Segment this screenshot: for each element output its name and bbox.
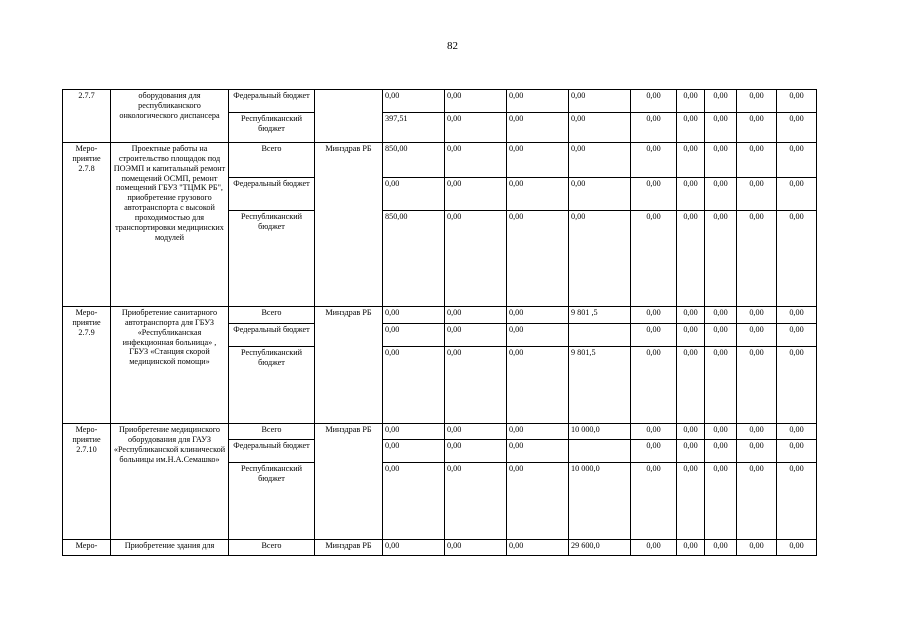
executor	[315, 90, 383, 143]
row-id: Меро-приятие 2.7.8	[63, 143, 111, 307]
value-cell: 0,00	[445, 307, 507, 324]
value-cell: 0,00	[507, 424, 569, 440]
table-row	[63, 424, 817, 440]
value-cell: 0,00	[445, 440, 507, 463]
row-id: Меро-приятие 2.7.10	[63, 424, 111, 540]
funding-source: Федеральный бюджет	[229, 440, 315, 463]
table-row	[63, 540, 817, 556]
value-cell: 0,00	[777, 324, 817, 347]
value-cell: 0,00	[677, 324, 705, 347]
value-cell: 0,00	[383, 90, 445, 113]
row-id: Меро-	[63, 540, 111, 556]
value-cell: 0,00	[677, 211, 705, 307]
value-cell: 0,00	[737, 347, 777, 424]
value-cell: 0,00	[677, 90, 705, 113]
value-cell: 0,00	[507, 324, 569, 347]
value-cell: 0,00	[445, 540, 507, 556]
value-cell: 0,00	[705, 90, 737, 113]
budget-table	[62, 89, 817, 556]
row-name: оборудования для республиканского онкологического диспансера	[111, 90, 229, 143]
value-cell	[569, 324, 631, 347]
executor: Минздрав РБ	[315, 424, 383, 540]
value-cell: 0,00	[445, 90, 507, 113]
funding-source: Республиканский бюджет	[229, 463, 315, 540]
executor: Минздрав РБ	[315, 307, 383, 424]
value-cell: 0,00	[507, 113, 569, 143]
value-cell: 0,00	[507, 90, 569, 113]
value-cell: 0,00	[777, 90, 817, 113]
value-cell: 9 801,5	[569, 347, 631, 424]
value-cell: 0,00	[737, 113, 777, 143]
value-cell: 0,00	[569, 113, 631, 143]
value-cell: 0,00	[445, 143, 507, 178]
value-cell: 0,00	[569, 143, 631, 178]
table-row	[63, 143, 817, 178]
value-cell: 0,00	[777, 540, 817, 556]
value-cell: 0,00	[631, 424, 677, 440]
funding-source: Республиканский бюджет	[229, 211, 315, 307]
value-cell: 0,00	[705, 463, 737, 540]
value-cell: 0,00	[445, 324, 507, 347]
value-cell: 0,00	[507, 540, 569, 556]
value-cell: 0,00	[705, 211, 737, 307]
value-cell: 0,00	[737, 143, 777, 178]
value-cell: 0,00	[777, 113, 817, 143]
value-cell: 0,00	[445, 347, 507, 424]
funding-source: Всего	[229, 307, 315, 324]
value-cell: 0,00	[677, 424, 705, 440]
funding-source: Федеральный бюджет	[229, 324, 315, 347]
value-cell: 0,00	[631, 90, 677, 113]
value-cell: 0,00	[677, 463, 705, 540]
value-cell: 0,00	[631, 440, 677, 463]
value-cell: 0,00	[631, 307, 677, 324]
value-cell: 0,00	[445, 211, 507, 307]
executor: Минздрав РБ	[315, 143, 383, 307]
value-cell: 10 000,0	[569, 424, 631, 440]
value-cell: 0,00	[777, 463, 817, 540]
value-cell: 0,00	[507, 307, 569, 324]
value-cell: 0,00	[737, 178, 777, 211]
value-cell: 0,00	[631, 113, 677, 143]
value-cell: 0,00	[507, 178, 569, 211]
value-cell: 0,00	[631, 211, 677, 307]
value-cell: 0,00	[705, 143, 737, 178]
value-cell: 0,00	[507, 347, 569, 424]
executor: Минздрав РБ	[315, 540, 383, 556]
value-cell: 0,00	[705, 178, 737, 211]
funding-source: Федеральный бюджет	[229, 90, 315, 113]
page-number: 82	[447, 40, 458, 52]
value-cell: 0,00	[777, 424, 817, 440]
value-cell: 0,00	[737, 90, 777, 113]
value-cell: 0,00	[631, 463, 677, 540]
value-cell: 0,00	[777, 211, 817, 307]
value-cell: 0,00	[569, 211, 631, 307]
value-cell: 9 801 ,5	[569, 307, 631, 324]
value-cell: 0,00	[705, 347, 737, 424]
value-cell: 0,00	[705, 307, 737, 324]
funding-source: Федеральный бюджет	[229, 178, 315, 211]
value-cell: 0,00	[507, 211, 569, 307]
value-cell: 0,00	[737, 440, 777, 463]
value-cell: 0,00	[777, 178, 817, 211]
funding-source: Всего	[229, 540, 315, 556]
value-cell: 0,00	[677, 178, 705, 211]
table-row	[63, 90, 817, 113]
value-cell: 0,00	[507, 143, 569, 178]
funding-source: Республиканский бюджет	[229, 347, 315, 424]
table-row	[63, 307, 817, 324]
value-cell: 0,00	[677, 540, 705, 556]
value-cell: 397,51	[383, 113, 445, 143]
row-name: Приобретение медицинского оборудования для ГАУЗ «Республиканской клинической больницы им.Н.А.Семашко»	[111, 424, 229, 540]
funding-source: Всего	[229, 424, 315, 440]
value-cell: 0,00	[383, 347, 445, 424]
row-name: Приобретение санитарного автотранспорта для ГБУЗ «Республиканская инфекционная больница» , ГБУЗ «Станция скорой медицинской помощи»	[111, 307, 229, 424]
value-cell: 850,00	[383, 211, 445, 307]
value-cell: 0,00	[737, 324, 777, 347]
value-cell: 0,00	[705, 113, 737, 143]
value-cell: 0,00	[383, 440, 445, 463]
value-cell: 29 600,0	[569, 540, 631, 556]
value-cell: 0,00	[777, 347, 817, 424]
value-cell: 0,00	[445, 424, 507, 440]
value-cell: 0,00	[383, 540, 445, 556]
value-cell: 0,00	[631, 347, 677, 424]
value-cell: 0,00	[705, 440, 737, 463]
value-cell: 0,00	[445, 178, 507, 211]
value-cell: 0,00	[737, 463, 777, 540]
value-cell	[569, 440, 631, 463]
funding-source: Всего	[229, 143, 315, 178]
value-cell: 0,00	[677, 347, 705, 424]
value-cell: 0,00	[705, 424, 737, 440]
value-cell: 10 000,0	[569, 463, 631, 540]
value-cell: 0,00	[677, 440, 705, 463]
value-cell: 0,00	[705, 324, 737, 347]
value-cell: 0,00	[445, 113, 507, 143]
value-cell: 0,00	[705, 540, 737, 556]
value-cell: 0,00	[569, 90, 631, 113]
value-cell: 0,00	[383, 307, 445, 324]
value-cell: 0,00	[677, 307, 705, 324]
value-cell: 0,00	[737, 424, 777, 440]
value-cell: 0,00	[383, 178, 445, 211]
value-cell: 850,00	[383, 143, 445, 178]
value-cell: 0,00	[777, 307, 817, 324]
value-cell: 0,00	[383, 463, 445, 540]
row-id: 2.7.7	[63, 90, 111, 143]
value-cell: 0,00	[383, 424, 445, 440]
value-cell: 0,00	[445, 463, 507, 540]
value-cell: 0,00	[569, 178, 631, 211]
value-cell: 0,00	[677, 143, 705, 178]
value-cell: 0,00	[777, 143, 817, 178]
value-cell: 0,00	[737, 211, 777, 307]
value-cell: 0,00	[737, 540, 777, 556]
value-cell: 0,00	[507, 440, 569, 463]
funding-source: Республиканский бюджет	[229, 113, 315, 143]
value-cell: 0,00	[677, 113, 705, 143]
value-cell: 0,00	[631, 540, 677, 556]
value-cell: 0,00	[631, 143, 677, 178]
row-name: Проектные работы на строительство площадок под ПОЭМП и капитальный ремонт помещений ОСМП, ремонт помещений ГБУЗ "ТЦМК РБ", приобретение грузового автотранспорта с высокой проходимостью для транспортировки медицинских модулей	[111, 143, 229, 307]
row-name: Приобретение здания для	[111, 540, 229, 556]
value-cell: 0,00	[777, 440, 817, 463]
value-cell: 0,00	[383, 324, 445, 347]
value-cell: 0,00	[631, 178, 677, 211]
value-cell: 0,00	[507, 463, 569, 540]
value-cell: 0,00	[737, 307, 777, 324]
value-cell: 0,00	[631, 324, 677, 347]
row-id: Меро-приятие 2.7.9	[63, 307, 111, 424]
